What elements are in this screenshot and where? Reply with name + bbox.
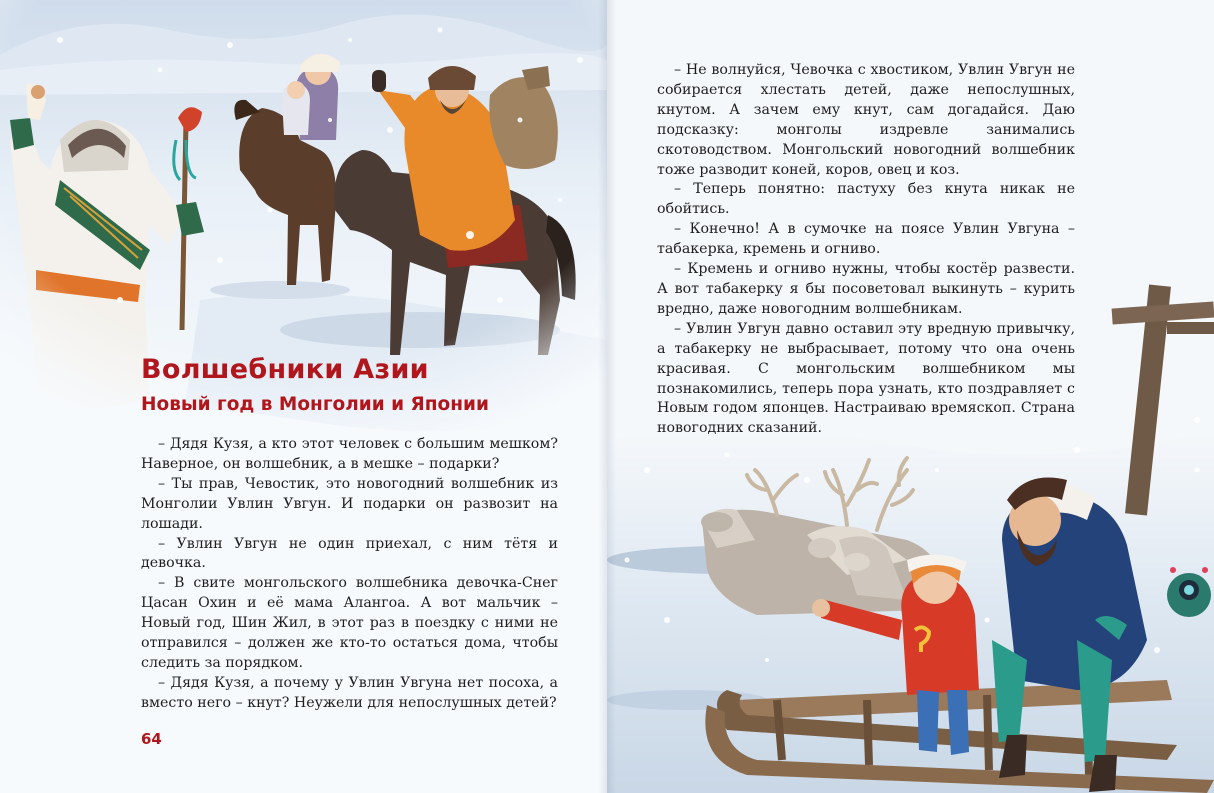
chapter-subtitle: Новый год в Монголии и Японии — [141, 394, 489, 415]
paragraph: – Дядя Кузя, а кто этот человек с большим мешком? Наверное, он волшебник, а в мешке – подарки? — [141, 436, 558, 472]
right-page — [607, 0, 1214, 793]
paragraph: – В свите монгольского волшебника девочка-Снег Цасан Охин и её мама Алангоа. А вот мальчик – Новый год, Шин Жил, в этот раз в поездку с ними не отправился – должен же кто-то остаться дома, чтобы следить за порядком. — [141, 575, 558, 671]
paragraph: – Кремень и огниво нужны, чтобы костёр развести. А вот табакерку я бы посоветовал выкинуть – курить вредно, даже новогодним волшебникам. — [657, 261, 1075, 317]
paragraph: – Теперь понятно: пастуху без кнута никак не обойтись. — [657, 181, 1075, 218]
chapter-title: Волшебники Азии — [141, 354, 429, 385]
paragraph: – Конечно! А в сумочке на поясе Увлин Увгуна – табакерка, кремень и огниво. — [657, 221, 1075, 258]
paragraph: – Увлин Увгун не один приехал, с ним тётя и девочка. — [141, 535, 558, 572]
paragraph: – Увлин Увгун давно оставил эту вредную привычку, а табакерку не выбрасывает, потому что она очень красивая. С монгольским волшебником мы познакомились, теперь пора узнать, кто поздравляет с Новым годом японцев. Настраиваю времяскоп. Страна новогодних сказаний. — [657, 320, 1075, 437]
right-body-text — [657, 61, 1075, 439]
paragraph: – Не волнуйся, Чевочка с хвостиком, Увлин Увгун не собирается хлестать детей, даже непослушных, кнутом. А зачем ему кнут, сам догадайся. Даю подсказку: монголы издревле занимались скотоводством. Монгольский новогодний волшебник тоже разводит коней, коров, овец и коз. — [657, 62, 1075, 178]
paragraph: – Дядя Кузя, а почему у Увлин Увгуна нет посоха, а вместо него – кнут? Неужели для непослушных детей? — [141, 674, 558, 711]
paragraph: – Ты прав, Чевостик, это новогодний волшебник из Монголии Увлин Увгун. И подарки он развозит на лошади. — [141, 475, 558, 532]
left-body-text — [141, 435, 558, 714]
book-gutter — [598, 0, 616, 793]
page-number: 64 — [141, 730, 162, 748]
